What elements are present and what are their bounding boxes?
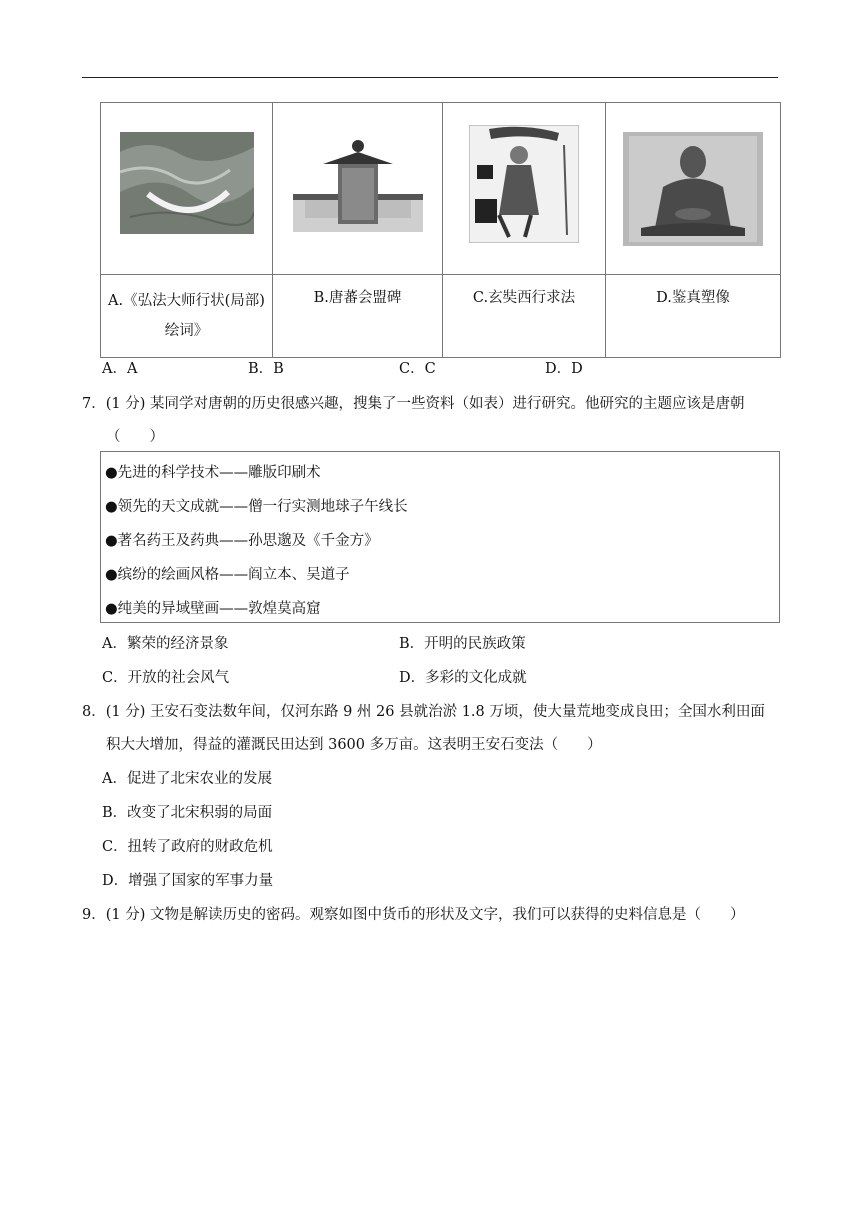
q7-option-b[interactable]: B．开明的民族政策 [399, 636, 526, 652]
q7-item-3: ●著名药王及药典——孙思邈及《千金方》 [105, 533, 379, 549]
q6-option-b[interactable]: B．B [248, 361, 284, 377]
q7-option-c[interactable]: C．开放的社会风气 [102, 670, 230, 686]
q6-option-a[interactable]: A．A [102, 361, 138, 377]
q6-image-cell-c [443, 103, 606, 275]
hongfa-painting-icon [120, 132, 254, 234]
q6-caption-a: A.《弘法大师行状(局部) 绘词》 [101, 275, 273, 358]
tang-tibet-stele-icon [293, 134, 423, 232]
q8-stem-line1: 8．(1 分) 王安石变法数年间，仅河东路 9 州 26 县就治淤 1.8 万顷，使大量荒地变成良田；全国水利田面 [82, 704, 765, 720]
q6-image-cell-b [273, 103, 443, 275]
q8-option-d[interactable]: D．增强了国家的军事力量 [102, 873, 274, 889]
q7-option-d[interactable]: D．多彩的文化成就 [399, 670, 527, 686]
q7-material-box [100, 451, 780, 623]
q6-caption-c: C.玄奘西行求法 [443, 275, 606, 358]
q7-item-5: ●纯美的异域壁画——敦煌莫高窟 [105, 601, 321, 617]
q6-option-c[interactable]: C．C [399, 361, 436, 377]
q6-option-d[interactable]: D．D [545, 361, 583, 377]
q7-stem-line2: （ ） [106, 429, 164, 445]
q6-caption-b: B.唐蕃会盟碑 [273, 275, 443, 358]
q8-option-c[interactable]: C．扭转了政府的财政危机 [102, 839, 273, 855]
jianzhen-statue-icon [623, 132, 763, 246]
q8-option-a[interactable]: A．促进了北宋农业的发展 [102, 771, 272, 787]
q8-option-b[interactable]: B．改变了北宋积弱的局面 [102, 805, 273, 821]
q7-item-4: ●缤纷的绘画风格——阎立本、吴道子 [105, 567, 350, 583]
q7-item-1: ●先进的科学技术——雕版印刷术 [105, 465, 321, 481]
header-rule [82, 77, 778, 78]
xuanzang-pilgrim-icon [469, 125, 579, 243]
q6-image-table [100, 102, 781, 358]
q9-stem: 9．(1 分) 文物是解读历史的密码。观察如图中货币的形状及文字，我们可以获得的史料信息是（ ） [82, 907, 745, 923]
q8-stem-line2: 积大大增加，得益的灌溉民田达到 3600 多万亩。这表明王安石变法（ ） [106, 737, 602, 753]
q6-image-cell-a [101, 103, 273, 275]
q7-stem-line1: 7．(1 分) 某同学对唐朝的历史很感兴趣，搜集了一些资料（如表）进行研究。他研究的主题应该是唐朝 [82, 396, 745, 412]
q7-item-2: ●领先的天文成就——僧一行实测地球子午线长 [105, 499, 408, 515]
q6-image-cell-d [606, 103, 781, 275]
q6-caption-d: D.鉴真塑像 [606, 275, 781, 358]
q7-option-a[interactable]: A．繁荣的经济景象 [102, 636, 229, 652]
